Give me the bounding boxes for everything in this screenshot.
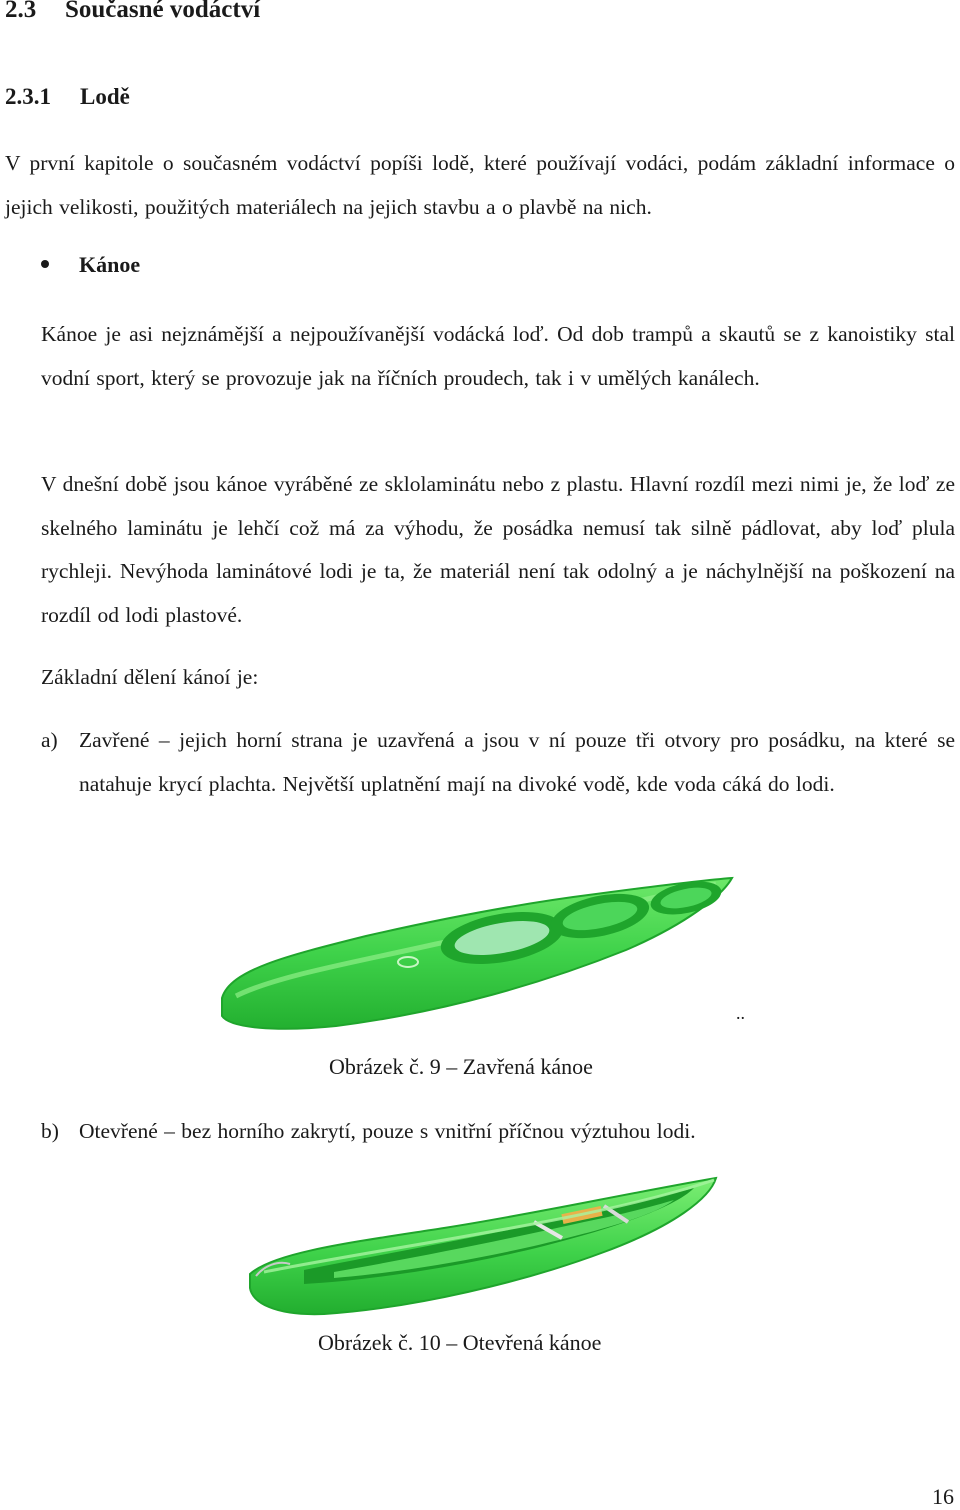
- subsection-title: Lodě: [80, 84, 130, 109]
- division-label: Základní dělení kánoí je:: [41, 665, 259, 689]
- list-marker: a): [41, 728, 58, 752]
- section-number: 2.3: [5, 0, 37, 23]
- intro-paragraph: V první kapitole o současném vodáctví popíši lodě, které používají vodáci, podám základní informace o jejich velikosti, použitých materiálech na jejich stavbu a o plavbě na nich.: [5, 151, 955, 219]
- closed-canoe-image: [216, 872, 734, 1034]
- list-item-closed: [41, 719, 955, 854]
- figure-caption-9: Obrázek č. 9 – Zavřená kánoe: [329, 1054, 593, 1079]
- stray-mark: ..: [736, 1003, 745, 1023]
- section-title: Současné vodáctví: [65, 0, 261, 23]
- subsection-heading: [5, 84, 130, 110]
- kanoe-paragraph: Kánoe je asi nejznámější a nejpoužívanější vodácká loď. Od dob trampů a skautů se z kanoistiky stal vodní sport, který se provozuje jak na říčních proudech, tak i v umělých kanálech.: [41, 322, 955, 390]
- list-text: Zavřené – jejich horní strana je uzavřená a jsou v ní pouze tři otvory pro posádku, na které se natahuje krycí plachta. Největší uplatnění mají na divoké vodě, kde voda cáká do lodi.: [79, 728, 955, 796]
- subsection-number: 2.3.1: [5, 84, 51, 109]
- bullet-item-kanoe: [41, 252, 140, 278]
- material-paragraph: V dnešní době jsou kánoe vyráběné ze sklolaminátu nebo z plastu. Hlavní rozdíl mezi nimi je, že loď ze skelného laminátu je lehčí což má za výhodu, že posádka nemusí tak silně pádlovat, aby loď plula rychleji. Nevýhoda laminátové lodi je ta, že materiál není tak odolný a je náchylnější na poškození na rozdíl od lodi plastové.: [41, 472, 955, 627]
- bullet-label: Kánoe: [79, 252, 141, 277]
- section-heading: [5, 0, 260, 24]
- list-text: Otevřené – bez horního zakrytí, pouze s vnitřní příčnou výztuhou lodi.: [79, 1119, 696, 1143]
- open-canoe-image: [244, 1172, 720, 1320]
- list-marker: b): [41, 1119, 59, 1143]
- bullet-icon: [41, 260, 49, 268]
- page-number: 16: [932, 1484, 954, 1509]
- list-item-open: [41, 1110, 955, 1154]
- figure-caption-10: Obrázek č. 10 – Otevřená kánoe: [318, 1330, 602, 1355]
